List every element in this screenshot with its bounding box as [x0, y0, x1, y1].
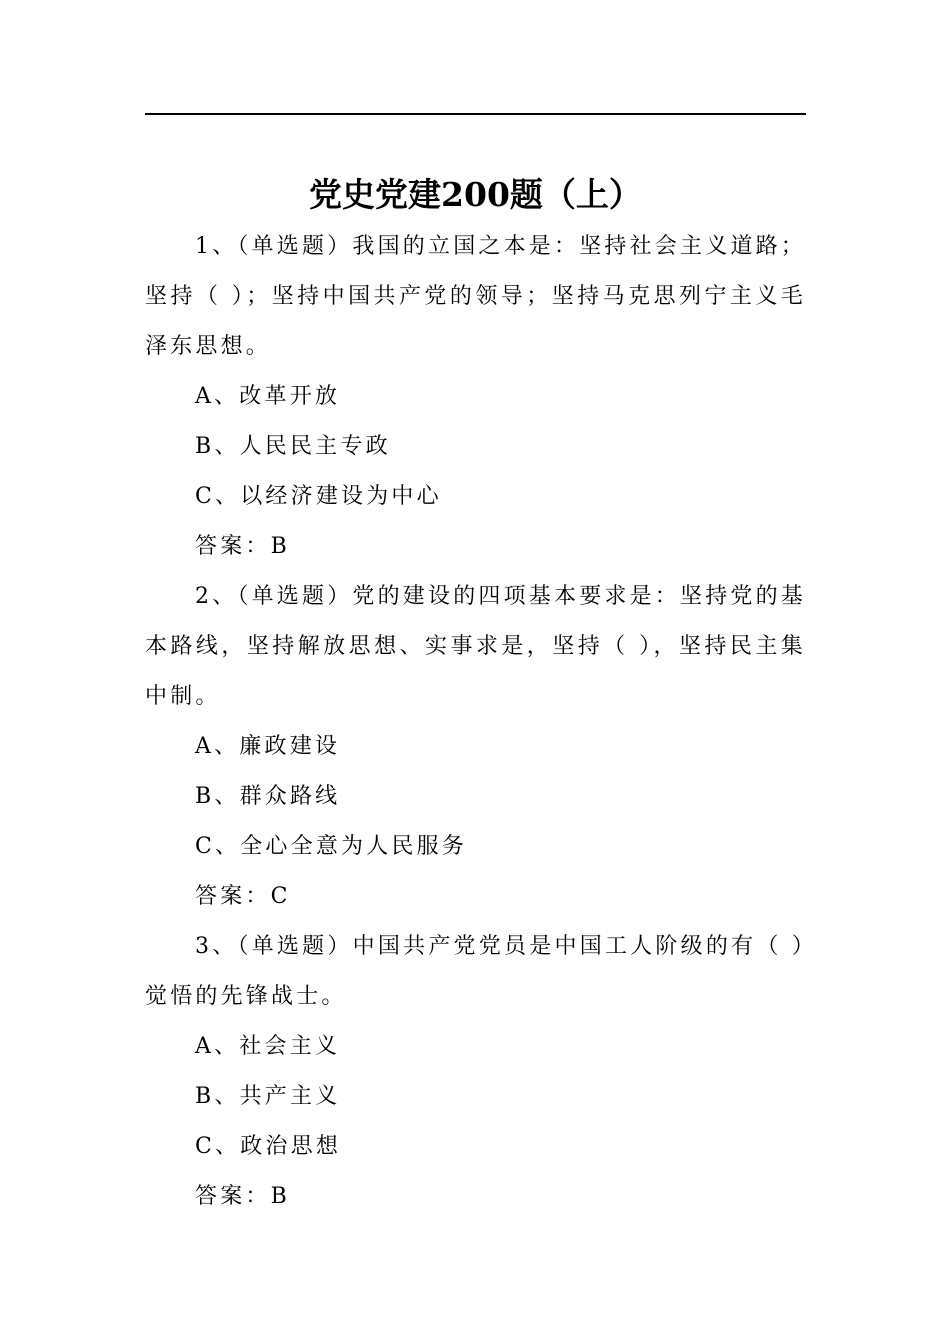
option-b: B、群众路线	[195, 784, 341, 809]
option-a: A、社会主义	[195, 1034, 341, 1059]
question-text: 2、（单选题）党的建设的四项基本要求是：坚持党的基本路线，坚持解放思想、实事求是，坚持（ ），坚持民主集中制。	[145, 584, 806, 709]
option-c: C、政治思想	[195, 1134, 342, 1159]
answer: 答案：C	[195, 884, 291, 909]
option-c: C、全心全意为人民服务	[195, 834, 468, 859]
document-title: 党史党建200题（上）	[309, 175, 642, 214]
question-1	[145, 222, 806, 572]
option-c: C、以经济建设为中心	[195, 484, 442, 509]
question-text: 3、（单选题）中国共产党党员是中国工人阶级的有（ ）觉悟的先锋战士。	[145, 934, 806, 1009]
header-rule	[145, 113, 806, 115]
option-a: A、改革开放	[195, 384, 341, 409]
question-3	[145, 922, 806, 1222]
answer: 答案：B	[195, 534, 290, 559]
question-text: 1、（单选题）我国的立国之本是：坚持社会主义道路；坚持（ ）；坚持中国共产党的领导；坚持马克思列宁主义毛泽东思想。	[145, 234, 806, 359]
option-b: B、人民民主专政	[195, 434, 391, 459]
option-a: A、廉政建设	[195, 734, 341, 759]
answer: 答案：B	[195, 1184, 290, 1209]
option-b: B、共产主义	[195, 1084, 341, 1109]
question-list	[145, 222, 806, 1222]
question-2	[145, 572, 806, 922]
